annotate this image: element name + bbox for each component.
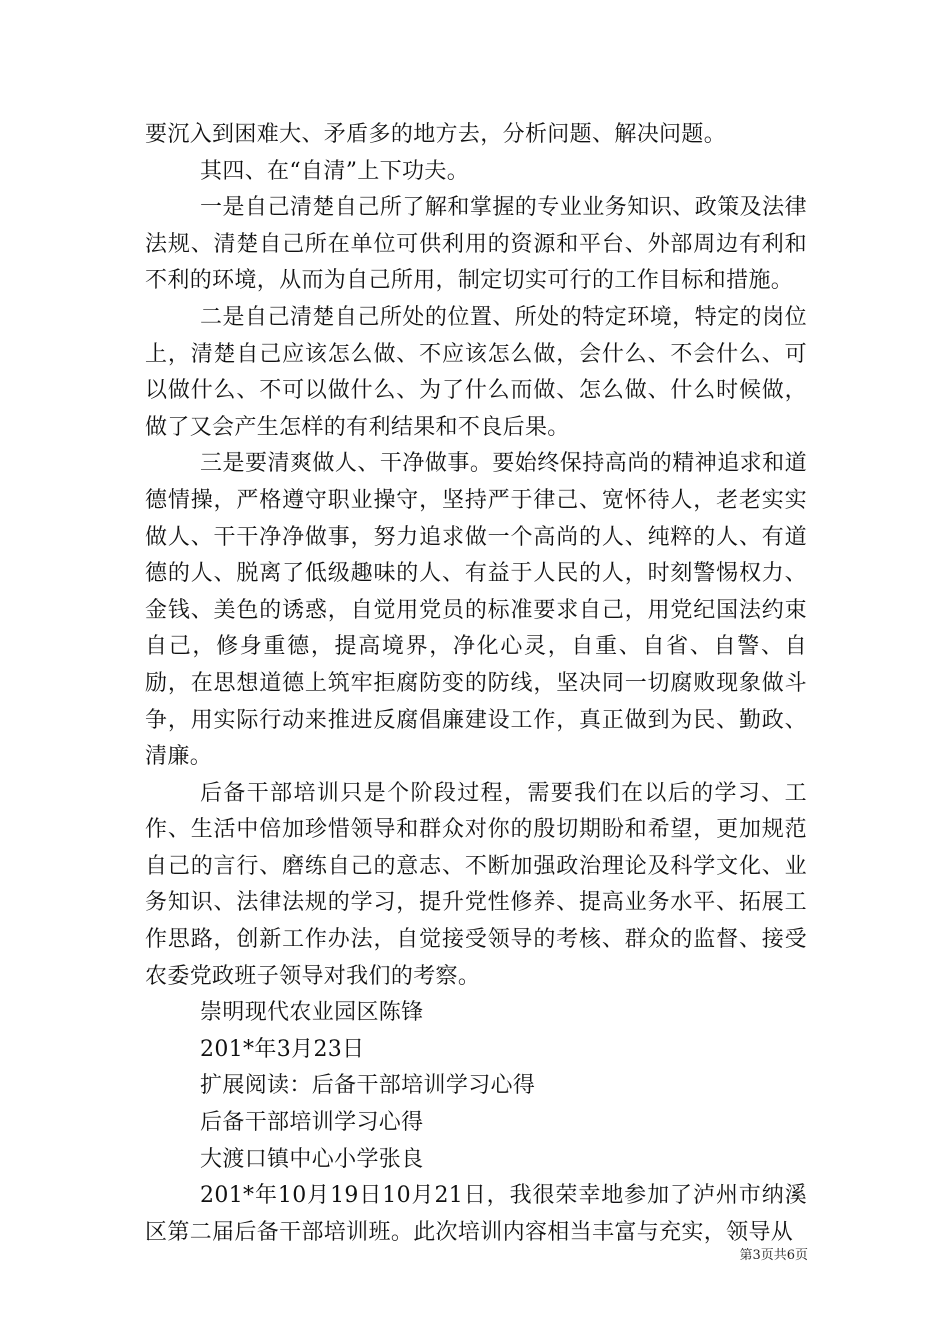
- extended-reading-heading: 扩展阅读：后备干部培训学习心得: [200, 1073, 536, 1099]
- paragraph-11: 201*年10月19日10月21日，我很荣幸地参加了泸州市纳溪区第二届后备干部培训班。此次培训内容相当丰富与充实，领导从: [145, 1183, 807, 1245]
- paragraph-0: 要沉入到困难大、矛盾多的地方去，分析问题、解决问题。: [145, 122, 727, 147]
- author-line: 崇明现代农业园区陈锋: [200, 1000, 424, 1026]
- date-line: 201*年3月23日: [200, 1036, 365, 1062]
- paragraph-1: 其四、在“自清”上下功夫。: [200, 158, 470, 184]
- article-author: 大渡口镇中心小学张良: [200, 1146, 424, 1172]
- paragraph-3: 二是自己清楚自己所处的位置、所处的特定环境，特定的岗位上，清楚自己应该怎么做、不应该怎么做，会什么、不会什么、可以做什么、不可以做什么、为了什么而做、怎么做、什么时候做，做了又会产生怎样的有利结果和不良后果。: [145, 304, 807, 440]
- paragraph-5: 后备干部培训只是个阶段过程，需要我们在以后的学习、工作、生活中倍加珍惜领导和群众对你的殷切期盼和希望，更加规范自己的言行、磨练自己的意志、不断加强政治理论及科学文化、业务知识、法律法规的学习，提升党性修养、提高业务水平、拓展工作思路，创新工作办法，自觉接受领导的考核、群众的监督、接受农委党政班子领导对我们的考察。: [145, 780, 807, 989]
- paragraph-2: 一是自己清楚自己所了解和掌握的专业业务知识、政策及法律法规、清楚自己所在单位可供利用的资源和平台、外部周边有利和不利的环境，从而为自己所用，制定切实可行的工作目标和措施。: [145, 195, 807, 294]
- article-title: 后备干部培训学习心得: [200, 1110, 424, 1136]
- document-body: [145, 117, 807, 1251]
- page-number: 第3页共6页: [739, 1248, 808, 1263]
- paragraph-4: 三是要清爽做人、干净做事。要始终保持高尚的精神追求和道德情操，严格遵守职业操守，坚持严于律己、宽怀待人，老老实实做人、干干净净做事，努力追求做一个高尚的人、纯粹的人、有道德的人、脱离了低级趣味的人、有益于人民的人，时刻警惕权力、金钱、美色的诱惑，自觉用党员的标准要求自己，用党纪国法约束自己，修身重德，提高境界，净化心灵，自重、自省、自警、自励，在思想道德上筑牢拒腐防变的防线，坚决同一切腐败现象做斗争，用实际行动来推进反腐倡廉建设工作，真正做到为民、勤政、清廉。: [145, 451, 807, 770]
